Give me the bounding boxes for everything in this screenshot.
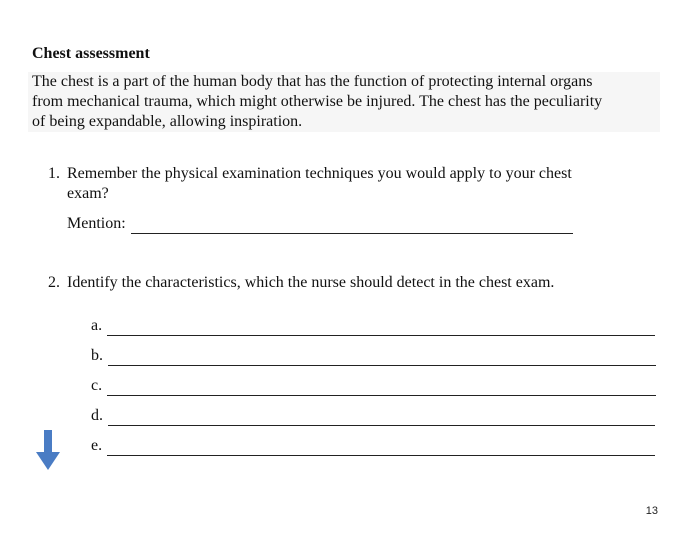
answer-item-label: c.	[91, 377, 103, 394]
intro-line: from mechanical trauma, which might otherwise be injured. The chest has the peculiarity	[32, 93, 603, 110]
question-2-text: Identify the characteristics, which the nurse should detect in the chest exam.	[67, 274, 555, 291]
section-heading: Chest assessment	[32, 45, 150, 62]
answer-row-b	[91, 346, 656, 366]
intro-line: of being expandable, allowing inspiration.	[32, 113, 303, 130]
intro-line: The chest is a part of the human body that has the function of protecting internal organs	[32, 73, 593, 90]
answer-item-label: d.	[91, 407, 103, 424]
answer-row-e	[91, 436, 655, 456]
mention-answer-row	[67, 214, 573, 234]
question-1-text-line-1: Remember the physical examination techniques you would apply to your chest	[67, 165, 572, 182]
question-1-text-line-2: exam?	[67, 185, 109, 202]
answer-item-label: b.	[91, 347, 103, 364]
answer-blank-b[interactable]	[108, 349, 656, 366]
mention-label: Mention:	[67, 215, 126, 232]
intro-paragraph	[28, 72, 660, 132]
answer-blank-c[interactable]	[107, 379, 656, 396]
page-number: 13	[645, 505, 658, 517]
mention-answer-blank[interactable]	[131, 217, 573, 234]
answer-blank-d[interactable]	[108, 409, 655, 426]
answer-item-label: e.	[91, 437, 103, 454]
answer-blank-a[interactable]	[107, 319, 655, 336]
answer-row-d	[91, 406, 655, 426]
answer-row-c	[91, 376, 656, 396]
answer-blank-e[interactable]	[107, 439, 655, 456]
arrow-down-icon[interactable]	[36, 430, 60, 470]
question-1-number: 1.	[48, 165, 60, 182]
question-2-number: 2.	[48, 274, 60, 291]
answer-item-label: a.	[91, 317, 103, 334]
answer-row-a	[91, 316, 655, 336]
